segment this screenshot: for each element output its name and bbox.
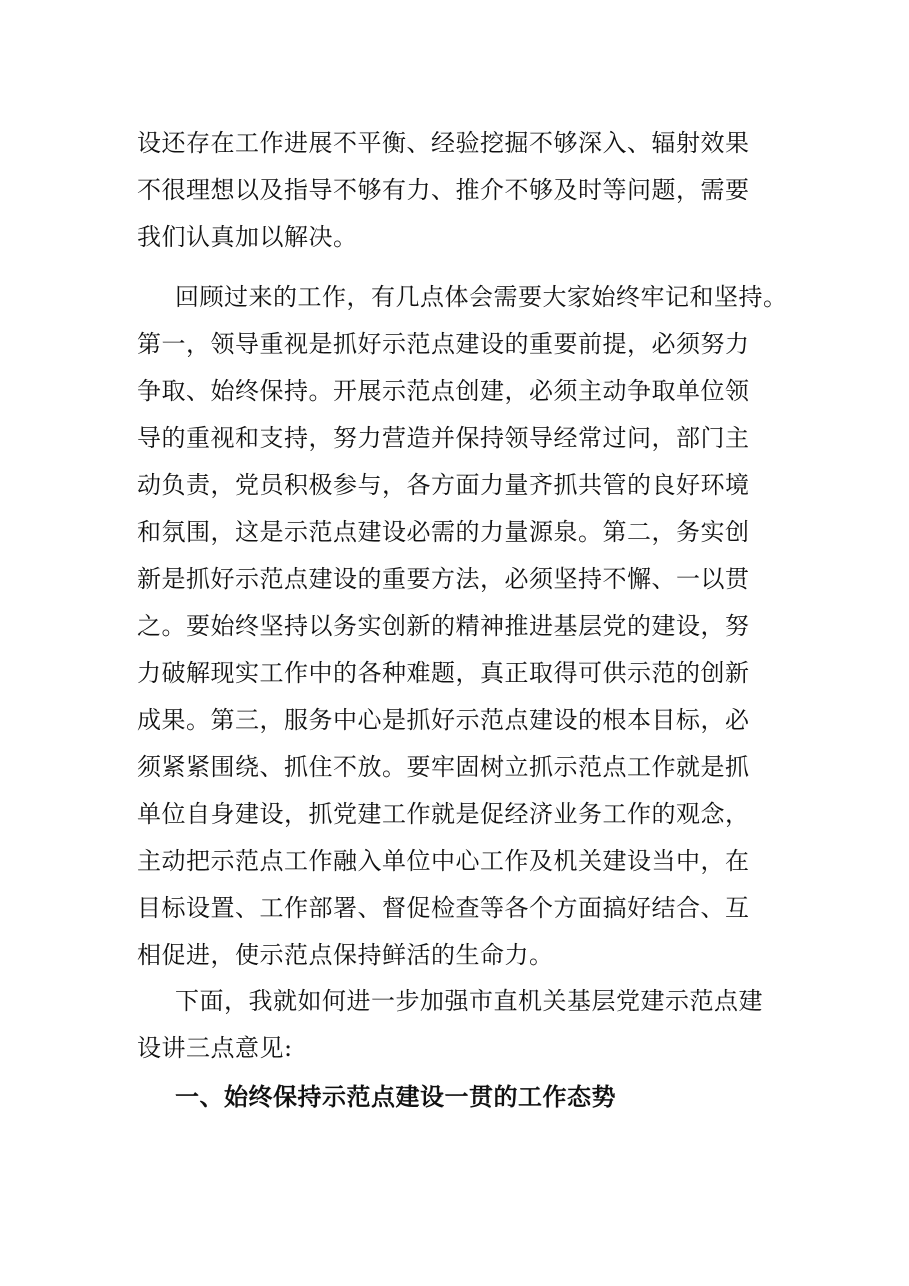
text-line: 须紧紧围绕、抓住不放。要牢固树立抓示范点工作就是抓 [137, 753, 750, 781]
paragraph-start-line: 下面，我就如何进一步加强市直机关基层党建示范点建 [175, 987, 763, 1015]
text-line: 第一，领导重视是抓好示范点建设的重要前提，必须努力 [137, 330, 750, 358]
paragraph-start-line: 回顾过来的工作，有几点体会需要大家始终牢记和坚持。 [175, 283, 788, 311]
text-line: 新是抓好示范点建设的重要方法，必须坚持不懈、一以贯 [137, 565, 750, 593]
text-line: 成果。第三，服务中心是抓好示范点建设的根本目标，必 [137, 706, 750, 734]
section-heading: 一、始终保持示范点建设一贯的工作态势 [175, 1083, 616, 1111]
text-line: 动负责，党员积极参与，各方面力量齐抓共管的良好环境 [137, 471, 750, 499]
text-line: 不很理想以及指导不够有力、推介不够及时等问题，需要 [137, 176, 750, 204]
text-line: 相促进，使示范点保持鲜活的生命力。 [137, 941, 554, 969]
text-line: 力破解现实工作中的各种难题，真正取得可供示范的创新 [137, 659, 750, 687]
text-line: 设讲三点意见: [137, 1034, 293, 1062]
text-line: 之。要始终坚持以务实创新的精神推进基层党的建设，努 [137, 612, 750, 640]
text-line: 我们认真加以解决。 [137, 223, 358, 251]
text-line: 争取、始终保持。开展示范点创建，必须主动争取单位领 [137, 377, 750, 405]
text-line: 单位自身建设，抓党建工作就是促经济业务工作的观念， [137, 800, 750, 828]
text-line: 导的重视和支持，努力营造并保持领导经常过问，部门主 [137, 424, 750, 452]
text-line: 主动把示范点工作融入单位中心工作及机关建设当中，在 [137, 847, 750, 875]
text-line: 目标设置、工作部署、督促检查等各个方面搞好结合、互 [137, 894, 750, 922]
text-line: 设还存在工作进展不平衡、经验挖掘不够深入、辐射效果 [137, 129, 750, 157]
text-line: 和氛围，这是示范点建设必需的力量源泉。第二，务实创 [137, 518, 750, 546]
